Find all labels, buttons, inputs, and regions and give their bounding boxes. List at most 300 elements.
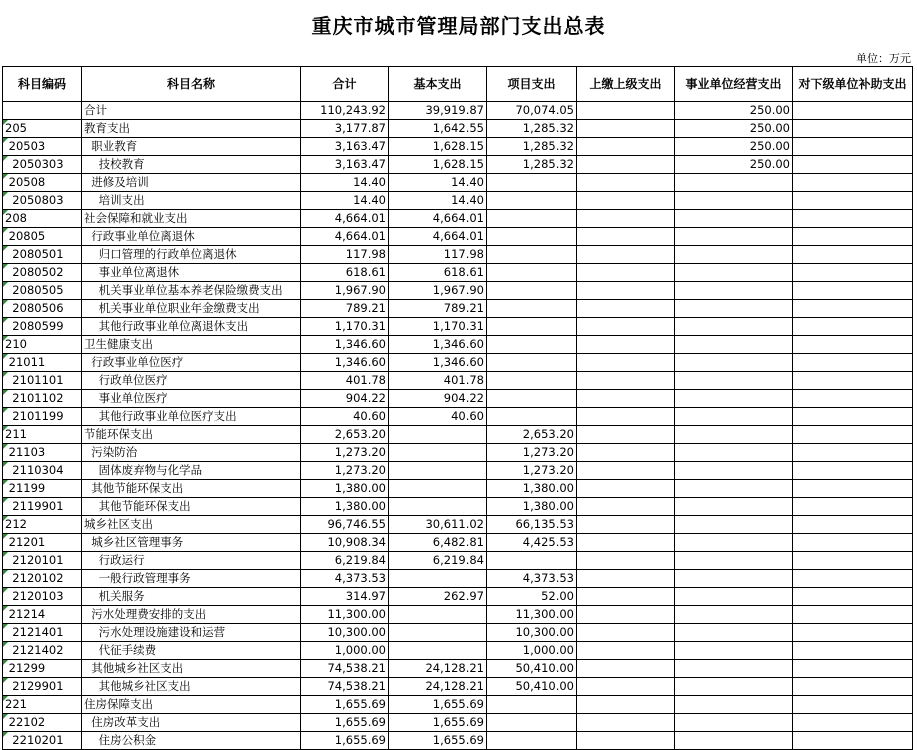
code-cell[interactable]: 2129901 bbox=[3, 678, 82, 696]
code-cell[interactable]: 210 bbox=[3, 336, 82, 354]
project-cell[interactable]: 1,273.20 bbox=[487, 462, 577, 480]
basic-cell[interactable]: 618.61 bbox=[389, 264, 487, 282]
project-cell[interactable] bbox=[487, 300, 577, 318]
code-cell[interactable]: 2120102 bbox=[3, 570, 82, 588]
total-cell[interactable]: 789.21 bbox=[301, 300, 389, 318]
business-cell[interactable] bbox=[675, 444, 793, 462]
business-cell[interactable] bbox=[675, 408, 793, 426]
business-cell[interactable] bbox=[675, 210, 793, 228]
name-cell[interactable]: 合计 bbox=[82, 102, 301, 120]
code-cell[interactable]: 2080501 bbox=[3, 246, 82, 264]
total-cell[interactable]: 14.40 bbox=[301, 192, 389, 210]
basic-cell[interactable]: 1,655.69 bbox=[389, 714, 487, 732]
name-cell[interactable]: 城乡社区管理事务 bbox=[82, 534, 301, 552]
subsidy-cell[interactable] bbox=[793, 732, 913, 750]
code-cell[interactable]: 2080502 bbox=[3, 264, 82, 282]
project-cell[interactable] bbox=[487, 210, 577, 228]
header-cell[interactable]: 事业单位经营支出 bbox=[675, 67, 793, 102]
upper-cell[interactable] bbox=[577, 138, 675, 156]
business-cell[interactable] bbox=[675, 336, 793, 354]
subsidy-cell[interactable] bbox=[793, 516, 913, 534]
subsidy-cell[interactable] bbox=[793, 624, 913, 642]
subsidy-cell[interactable] bbox=[793, 246, 913, 264]
name-cell[interactable]: 教育支出 bbox=[82, 120, 301, 138]
upper-cell[interactable] bbox=[577, 570, 675, 588]
subsidy-cell[interactable] bbox=[793, 318, 913, 336]
project-cell[interactable]: 2,653.20 bbox=[487, 426, 577, 444]
upper-cell[interactable] bbox=[577, 552, 675, 570]
subsidy-cell[interactable] bbox=[793, 714, 913, 732]
total-cell[interactable]: 1,346.60 bbox=[301, 336, 389, 354]
header-cell[interactable]: 上缴上级支出 bbox=[577, 67, 675, 102]
subsidy-cell[interactable] bbox=[793, 444, 913, 462]
table-row bbox=[3, 480, 913, 498]
basic-cell[interactable]: 4,664.01 bbox=[389, 228, 487, 246]
project-cell[interactable]: 1,285.32 bbox=[487, 138, 577, 156]
total-cell[interactable]: 4,373.53 bbox=[301, 570, 389, 588]
name-cell[interactable]: 其他行政事业单位医疗支出 bbox=[82, 408, 301, 426]
basic-cell[interactable] bbox=[389, 642, 487, 660]
basic-cell[interactable]: 24,128.21 bbox=[389, 678, 487, 696]
subsidy-cell[interactable] bbox=[793, 570, 913, 588]
total-cell[interactable]: 1,000.00 bbox=[301, 642, 389, 660]
table-row bbox=[3, 372, 913, 390]
name-cell[interactable]: 住房改革支出 bbox=[82, 714, 301, 732]
basic-cell[interactable]: 30,611.02 bbox=[389, 516, 487, 534]
total-cell[interactable]: 4,664.01 bbox=[301, 210, 389, 228]
business-cell[interactable]: 250.00 bbox=[675, 156, 793, 174]
subsidy-cell[interactable] bbox=[793, 678, 913, 696]
business-cell[interactable] bbox=[675, 354, 793, 372]
business-cell[interactable] bbox=[675, 660, 793, 678]
subsidy-cell[interactable] bbox=[793, 120, 913, 138]
basic-cell[interactable]: 1,655.69 bbox=[389, 696, 487, 714]
basic-cell[interactable] bbox=[389, 444, 487, 462]
total-cell[interactable]: 74,538.21 bbox=[301, 660, 389, 678]
subsidy-cell[interactable] bbox=[793, 102, 913, 120]
project-cell[interactable] bbox=[487, 714, 577, 732]
name-cell[interactable]: 固体废弃物与化学品 bbox=[82, 462, 301, 480]
total-cell[interactable]: 110,243.92 bbox=[301, 102, 389, 120]
total-cell[interactable]: 1,380.00 bbox=[301, 480, 389, 498]
project-cell[interactable]: 10,300.00 bbox=[487, 624, 577, 642]
code-cell[interactable] bbox=[3, 102, 82, 120]
business-cell[interactable] bbox=[675, 246, 793, 264]
upper-cell[interactable] bbox=[577, 462, 675, 480]
project-cell[interactable] bbox=[487, 318, 577, 336]
name-cell[interactable]: 技校教育 bbox=[82, 156, 301, 174]
business-cell[interactable] bbox=[675, 696, 793, 714]
upper-cell[interactable] bbox=[577, 660, 675, 678]
subsidy-cell[interactable] bbox=[793, 354, 913, 372]
business-cell[interactable] bbox=[675, 282, 793, 300]
business-cell[interactable] bbox=[675, 318, 793, 336]
code-cell[interactable]: 20805 bbox=[3, 228, 82, 246]
name-cell[interactable]: 其他城乡社区支出 bbox=[82, 678, 301, 696]
basic-cell[interactable]: 262.97 bbox=[389, 588, 487, 606]
code-cell[interactable]: 2121402 bbox=[3, 642, 82, 660]
code-cell[interactable]: 2119901 bbox=[3, 498, 82, 516]
code-cell[interactable]: 21201 bbox=[3, 534, 82, 552]
code-cell[interactable]: 2080599 bbox=[3, 318, 82, 336]
subsidy-cell[interactable] bbox=[793, 138, 913, 156]
code-cell[interactable]: 2080505 bbox=[3, 282, 82, 300]
table-row bbox=[3, 570, 913, 588]
subsidy-cell[interactable] bbox=[793, 282, 913, 300]
total-cell[interactable]: 401.78 bbox=[301, 372, 389, 390]
name-cell[interactable]: 事业单位医疗 bbox=[82, 390, 301, 408]
basic-cell[interactable]: 40.60 bbox=[389, 408, 487, 426]
subsidy-cell[interactable] bbox=[793, 372, 913, 390]
upper-cell[interactable] bbox=[577, 120, 675, 138]
subsidy-cell[interactable] bbox=[793, 642, 913, 660]
subsidy-cell[interactable] bbox=[793, 462, 913, 480]
header-cell[interactable]: 对下级单位补助支出 bbox=[793, 67, 913, 102]
project-cell[interactable]: 4,425.53 bbox=[487, 534, 577, 552]
upper-cell[interactable] bbox=[577, 354, 675, 372]
total-cell[interactable]: 1,655.69 bbox=[301, 696, 389, 714]
subsidy-cell[interactable] bbox=[793, 174, 913, 192]
basic-cell[interactable]: 39,919.87 bbox=[389, 102, 487, 120]
project-cell[interactable] bbox=[487, 552, 577, 570]
header-cell[interactable]: 基本支出 bbox=[389, 67, 487, 102]
code-cell[interactable]: 21199 bbox=[3, 480, 82, 498]
name-cell[interactable]: 进修及培训 bbox=[82, 174, 301, 192]
total-cell[interactable]: 3,177.87 bbox=[301, 120, 389, 138]
total-cell[interactable]: 11,300.00 bbox=[301, 606, 389, 624]
code-cell[interactable]: 2120103 bbox=[3, 588, 82, 606]
project-cell[interactable] bbox=[487, 372, 577, 390]
subsidy-cell[interactable] bbox=[793, 336, 913, 354]
total-cell[interactable]: 1,380.00 bbox=[301, 498, 389, 516]
subsidy-cell[interactable] bbox=[793, 606, 913, 624]
total-cell[interactable]: 1,655.69 bbox=[301, 732, 389, 750]
code-cell[interactable]: 221 bbox=[3, 696, 82, 714]
basic-cell[interactable]: 1,170.31 bbox=[389, 318, 487, 336]
project-cell[interactable] bbox=[487, 174, 577, 192]
project-cell[interactable]: 11,300.00 bbox=[487, 606, 577, 624]
business-cell[interactable]: 250.00 bbox=[675, 138, 793, 156]
business-cell[interactable] bbox=[675, 732, 793, 750]
business-cell[interactable]: 250.00 bbox=[675, 120, 793, 138]
total-cell[interactable]: 10,300.00 bbox=[301, 624, 389, 642]
project-cell[interactable] bbox=[487, 246, 577, 264]
project-cell[interactable]: 1,000.00 bbox=[487, 642, 577, 660]
business-cell[interactable] bbox=[675, 480, 793, 498]
business-cell[interactable] bbox=[675, 552, 793, 570]
project-cell[interactable]: 1,285.32 bbox=[487, 156, 577, 174]
business-cell[interactable] bbox=[675, 606, 793, 624]
table-row bbox=[3, 678, 913, 696]
business-cell[interactable] bbox=[675, 516, 793, 534]
total-cell[interactable]: 3,163.47 bbox=[301, 156, 389, 174]
name-cell[interactable]: 行政事业单位离退休 bbox=[82, 228, 301, 246]
name-cell[interactable]: 行政运行 bbox=[82, 552, 301, 570]
name-cell[interactable]: 卫生健康支出 bbox=[82, 336, 301, 354]
total-cell[interactable]: 40.60 bbox=[301, 408, 389, 426]
business-cell[interactable] bbox=[675, 372, 793, 390]
code-cell[interactable]: 205 bbox=[3, 120, 82, 138]
basic-cell[interactable] bbox=[389, 606, 487, 624]
subsidy-cell[interactable] bbox=[793, 480, 913, 498]
upper-cell[interactable] bbox=[577, 264, 675, 282]
basic-cell[interactable]: 1,628.15 bbox=[389, 156, 487, 174]
upper-cell[interactable] bbox=[577, 444, 675, 462]
upper-cell[interactable] bbox=[577, 588, 675, 606]
business-cell[interactable] bbox=[675, 588, 793, 606]
name-cell[interactable]: 归口管理的行政单位离退休 bbox=[82, 246, 301, 264]
name-cell[interactable]: 机关服务 bbox=[82, 588, 301, 606]
basic-cell[interactable]: 14.40 bbox=[389, 174, 487, 192]
basic-cell[interactable] bbox=[389, 480, 487, 498]
business-cell[interactable] bbox=[675, 678, 793, 696]
code-cell[interactable]: 2080506 bbox=[3, 300, 82, 318]
total-cell[interactable]: 1,273.20 bbox=[301, 462, 389, 480]
business-cell[interactable] bbox=[675, 192, 793, 210]
total-cell[interactable]: 14.40 bbox=[301, 174, 389, 192]
project-cell[interactable]: 1,380.00 bbox=[487, 480, 577, 498]
name-cell[interactable]: 住房保障支出 bbox=[82, 696, 301, 714]
name-cell[interactable]: 机关事业单位职业年金缴费支出 bbox=[82, 300, 301, 318]
project-cell[interactable] bbox=[487, 732, 577, 750]
total-cell[interactable]: 904.22 bbox=[301, 390, 389, 408]
upper-cell[interactable] bbox=[577, 300, 675, 318]
basic-cell[interactable]: 117.98 bbox=[389, 246, 487, 264]
name-cell[interactable]: 其他城乡社区支出 bbox=[82, 660, 301, 678]
subsidy-cell[interactable] bbox=[793, 696, 913, 714]
business-cell[interactable]: 250.00 bbox=[675, 102, 793, 120]
basic-cell[interactable]: 14.40 bbox=[389, 192, 487, 210]
project-cell[interactable] bbox=[487, 354, 577, 372]
code-cell[interactable]: 2101102 bbox=[3, 390, 82, 408]
project-cell[interactable] bbox=[487, 192, 577, 210]
total-cell[interactable]: 1,346.60 bbox=[301, 354, 389, 372]
subsidy-cell[interactable] bbox=[793, 390, 913, 408]
business-cell[interactable] bbox=[675, 714, 793, 732]
upper-cell[interactable] bbox=[577, 498, 675, 516]
total-cell[interactable]: 1,655.69 bbox=[301, 714, 389, 732]
business-cell[interactable] bbox=[675, 624, 793, 642]
upper-cell[interactable] bbox=[577, 210, 675, 228]
name-cell[interactable]: 节能环保支出 bbox=[82, 426, 301, 444]
business-cell[interactable] bbox=[675, 264, 793, 282]
total-cell[interactable]: 10,908.34 bbox=[301, 534, 389, 552]
upper-cell[interactable] bbox=[577, 516, 675, 534]
basic-cell[interactable] bbox=[389, 462, 487, 480]
total-cell[interactable]: 314.97 bbox=[301, 588, 389, 606]
code-cell[interactable]: 2121401 bbox=[3, 624, 82, 642]
code-cell[interactable]: 2110304 bbox=[3, 462, 82, 480]
basic-cell[interactable] bbox=[389, 624, 487, 642]
name-cell[interactable]: 行政事业单位医疗 bbox=[82, 354, 301, 372]
project-cell[interactable] bbox=[487, 696, 577, 714]
basic-cell[interactable]: 1,642.55 bbox=[389, 120, 487, 138]
subsidy-cell[interactable] bbox=[793, 156, 913, 174]
code-cell[interactable]: 21011 bbox=[3, 354, 82, 372]
basic-cell[interactable]: 24,128.21 bbox=[389, 660, 487, 678]
subsidy-cell[interactable] bbox=[793, 264, 913, 282]
name-cell[interactable]: 污水处理设施建设和运营 bbox=[82, 624, 301, 642]
code-cell[interactable]: 2050303 bbox=[3, 156, 82, 174]
project-cell[interactable]: 1,380.00 bbox=[487, 498, 577, 516]
upper-cell[interactable] bbox=[577, 426, 675, 444]
basic-cell[interactable]: 6,482.81 bbox=[389, 534, 487, 552]
upper-cell[interactable] bbox=[577, 390, 675, 408]
name-cell[interactable]: 代征手续费 bbox=[82, 642, 301, 660]
code-cell[interactable]: 22102 bbox=[3, 714, 82, 732]
code-cell[interactable]: 2101101 bbox=[3, 372, 82, 390]
code-cell[interactable]: 208 bbox=[3, 210, 82, 228]
upper-cell[interactable] bbox=[577, 228, 675, 246]
upper-cell[interactable] bbox=[577, 156, 675, 174]
code-cell[interactable]: 21299 bbox=[3, 660, 82, 678]
name-cell[interactable]: 社会保障和就业支出 bbox=[82, 210, 301, 228]
total-cell[interactable]: 117.98 bbox=[301, 246, 389, 264]
project-cell[interactable]: 50,410.00 bbox=[487, 678, 577, 696]
basic-cell[interactable] bbox=[389, 570, 487, 588]
business-cell[interactable] bbox=[675, 228, 793, 246]
project-cell[interactable]: 4,373.53 bbox=[487, 570, 577, 588]
code-cell[interactable]: 2050803 bbox=[3, 192, 82, 210]
business-cell[interactable] bbox=[675, 426, 793, 444]
total-cell[interactable]: 74,538.21 bbox=[301, 678, 389, 696]
business-cell[interactable] bbox=[675, 174, 793, 192]
upper-cell[interactable] bbox=[577, 624, 675, 642]
total-cell[interactable]: 1,967.90 bbox=[301, 282, 389, 300]
upper-cell[interactable] bbox=[577, 642, 675, 660]
total-cell[interactable]: 2,653.20 bbox=[301, 426, 389, 444]
total-cell[interactable]: 6,219.84 bbox=[301, 552, 389, 570]
upper-cell[interactable] bbox=[577, 174, 675, 192]
business-cell[interactable] bbox=[675, 462, 793, 480]
upper-cell[interactable] bbox=[577, 534, 675, 552]
name-cell[interactable]: 污染防治 bbox=[82, 444, 301, 462]
header-cell[interactable]: 科目名称 bbox=[82, 67, 301, 102]
project-cell[interactable] bbox=[487, 336, 577, 354]
basic-cell[interactable]: 4,664.01 bbox=[389, 210, 487, 228]
project-cell[interactable]: 1,285.32 bbox=[487, 120, 577, 138]
subsidy-cell[interactable] bbox=[793, 534, 913, 552]
subsidy-cell[interactable] bbox=[793, 426, 913, 444]
project-cell[interactable] bbox=[487, 228, 577, 246]
header-cell[interactable]: 项目支出 bbox=[487, 67, 577, 102]
subsidy-cell[interactable] bbox=[793, 192, 913, 210]
name-cell[interactable]: 机关事业单位基本养老保险缴费支出 bbox=[82, 282, 301, 300]
name-cell[interactable]: 事业单位离退休 bbox=[82, 264, 301, 282]
basic-cell[interactable]: 1,967.90 bbox=[389, 282, 487, 300]
project-cell[interactable]: 1,273.20 bbox=[487, 444, 577, 462]
name-cell[interactable]: 污水处理费安排的支出 bbox=[82, 606, 301, 624]
upper-cell[interactable] bbox=[577, 408, 675, 426]
subsidy-cell[interactable] bbox=[793, 588, 913, 606]
name-cell[interactable]: 其他行政事业单位离退休支出 bbox=[82, 318, 301, 336]
name-cell[interactable]: 培训支出 bbox=[82, 192, 301, 210]
total-cell[interactable]: 96,746.55 bbox=[301, 516, 389, 534]
basic-cell[interactable] bbox=[389, 426, 487, 444]
business-cell[interactable] bbox=[675, 390, 793, 408]
upper-cell[interactable] bbox=[577, 732, 675, 750]
code-cell[interactable]: 20503 bbox=[3, 138, 82, 156]
code-cell[interactable]: 21214 bbox=[3, 606, 82, 624]
name-cell[interactable]: 其他节能环保支出 bbox=[82, 498, 301, 516]
name-cell[interactable]: 其他节能环保支出 bbox=[82, 480, 301, 498]
upper-cell[interactable] bbox=[577, 480, 675, 498]
business-cell[interactable] bbox=[675, 570, 793, 588]
subsidy-cell[interactable] bbox=[793, 660, 913, 678]
upper-cell[interactable] bbox=[577, 372, 675, 390]
basic-cell[interactable] bbox=[389, 498, 487, 516]
subsidy-cell[interactable] bbox=[793, 300, 913, 318]
basic-cell[interactable]: 789.21 bbox=[389, 300, 487, 318]
header-cell[interactable]: 合计 bbox=[301, 67, 389, 102]
code-cell[interactable]: 212 bbox=[3, 516, 82, 534]
basic-cell[interactable]: 1,346.60 bbox=[389, 354, 487, 372]
project-cell[interactable]: 52.00 bbox=[487, 588, 577, 606]
project-cell[interactable]: 50,410.00 bbox=[487, 660, 577, 678]
project-cell[interactable] bbox=[487, 282, 577, 300]
upper-cell[interactable] bbox=[577, 102, 675, 120]
upper-cell[interactable] bbox=[577, 282, 675, 300]
total-cell[interactable]: 618.61 bbox=[301, 264, 389, 282]
name-cell[interactable]: 职业教育 bbox=[82, 138, 301, 156]
basic-cell[interactable]: 401.78 bbox=[389, 372, 487, 390]
subsidy-cell[interactable] bbox=[793, 498, 913, 516]
code-cell[interactable]: 2210201 bbox=[3, 732, 82, 750]
project-cell[interactable] bbox=[487, 264, 577, 282]
subsidy-cell[interactable] bbox=[793, 210, 913, 228]
upper-cell[interactable] bbox=[577, 246, 675, 264]
upper-cell[interactable] bbox=[577, 192, 675, 210]
business-cell[interactable] bbox=[675, 498, 793, 516]
code-cell[interactable]: 2101199 bbox=[3, 408, 82, 426]
upper-cell[interactable] bbox=[577, 606, 675, 624]
project-cell[interactable]: 66,135.53 bbox=[487, 516, 577, 534]
header-cell[interactable]: 科目编码 bbox=[3, 67, 82, 102]
subsidy-cell[interactable] bbox=[793, 408, 913, 426]
total-cell[interactable]: 1,273.20 bbox=[301, 444, 389, 462]
business-cell[interactable] bbox=[675, 642, 793, 660]
upper-cell[interactable] bbox=[577, 714, 675, 732]
basic-cell[interactable]: 1,628.15 bbox=[389, 138, 487, 156]
total-cell[interactable]: 4,664.01 bbox=[301, 228, 389, 246]
project-cell[interactable] bbox=[487, 408, 577, 426]
upper-cell[interactable] bbox=[577, 336, 675, 354]
upper-cell[interactable] bbox=[577, 318, 675, 336]
subsidy-cell[interactable] bbox=[793, 552, 913, 570]
name-cell[interactable]: 住房公积金 bbox=[82, 732, 301, 750]
basic-cell[interactable]: 6,219.84 bbox=[389, 552, 487, 570]
code-cell[interactable]: 20508 bbox=[3, 174, 82, 192]
name-cell[interactable]: 城乡社区支出 bbox=[82, 516, 301, 534]
name-cell[interactable]: 一般行政管理事务 bbox=[82, 570, 301, 588]
business-cell[interactable] bbox=[675, 534, 793, 552]
project-cell[interactable] bbox=[487, 390, 577, 408]
upper-cell[interactable] bbox=[577, 678, 675, 696]
basic-cell[interactable]: 1,655.69 bbox=[389, 732, 487, 750]
total-cell[interactable]: 3,163.47 bbox=[301, 138, 389, 156]
basic-cell[interactable]: 904.22 bbox=[389, 390, 487, 408]
subsidy-cell[interactable] bbox=[793, 228, 913, 246]
code-cell[interactable]: 21103 bbox=[3, 444, 82, 462]
business-cell[interactable] bbox=[675, 300, 793, 318]
project-cell[interactable]: 70,074.05 bbox=[487, 102, 577, 120]
name-cell[interactable]: 行政单位医疗 bbox=[82, 372, 301, 390]
upper-cell[interactable] bbox=[577, 696, 675, 714]
code-cell[interactable]: 211 bbox=[3, 426, 82, 444]
code-cell[interactable]: 2120101 bbox=[3, 552, 82, 570]
total-cell[interactable]: 1,170.31 bbox=[301, 318, 389, 336]
basic-cell[interactable]: 1,346.60 bbox=[389, 336, 487, 354]
